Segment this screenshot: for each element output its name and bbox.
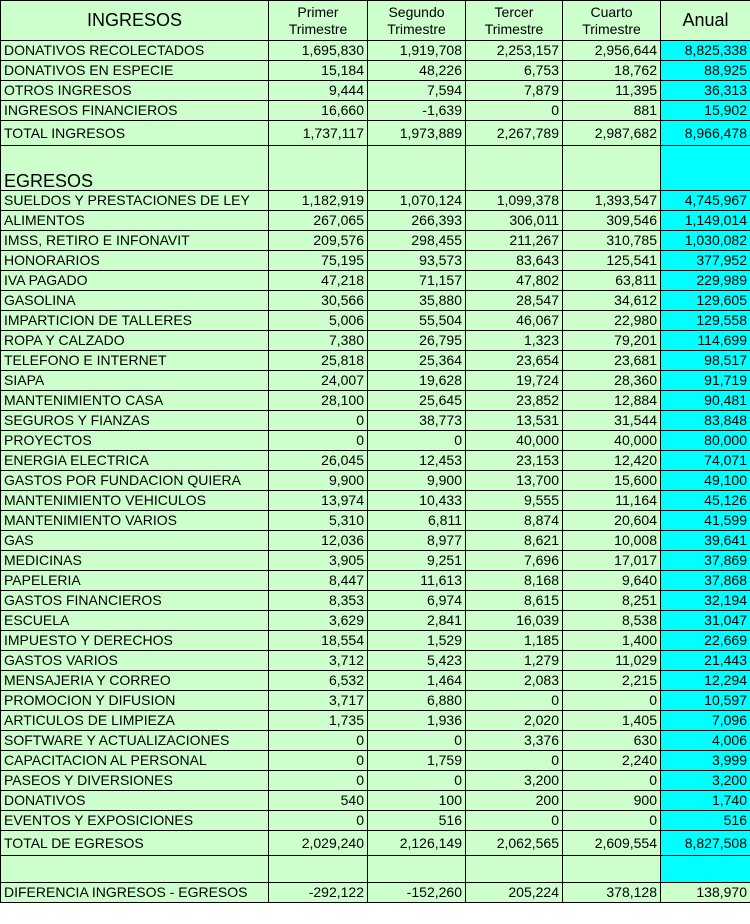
egresos-q4-cell[interactable]: 11,029 [563, 651, 661, 671]
egresos-q4-cell[interactable]: 0 [563, 811, 661, 831]
egresos-q3-cell[interactable]: 28,547 [466, 291, 563, 311]
egresos-q1-cell[interactable]: 25,818 [269, 351, 368, 371]
empty-cell[interactable] [368, 146, 466, 191]
egresos-q2-cell[interactable]: 6,974 [368, 591, 466, 611]
egresos-q1-cell[interactable]: 0 [269, 431, 368, 451]
egresos-row [1, 311, 750, 331]
empty-cell[interactable] [466, 146, 563, 191]
egresos-q2-cell[interactable]: 19,628 [368, 371, 466, 391]
egresos-concept-cell[interactable]: MANTENIMIENTO CASA [1, 391, 269, 411]
egresos-q4-cell[interactable]: 9,640 [563, 571, 661, 591]
egresos-concept-cell[interactable]: IVA PAGADO [1, 271, 269, 291]
empty-cell[interactable] [563, 146, 661, 191]
egresos-anual-cell[interactable]: 129,605 [661, 291, 750, 311]
ingresos-q2-cell[interactable]: 1,919,708 [368, 41, 466, 61]
egresos-q3-cell[interactable]: 16,039 [466, 611, 563, 631]
egresos-q3-cell[interactable]: 83,643 [466, 251, 563, 271]
egresos-q4-cell[interactable]: 309,546 [563, 211, 661, 231]
egresos-concept-cell[interactable]: CAPACITACION AL PERSONAL [1, 751, 269, 771]
header-anual[interactable]: Anual [661, 1, 750, 41]
total-egresos-q3[interactable]: 2,062,565 [466, 831, 563, 856]
egresos-row [1, 711, 750, 731]
egresos-q4-cell[interactable]: 8,538 [563, 611, 661, 631]
total-ingresos-q2[interactable]: 1,973,889 [368, 121, 466, 146]
egresos-q4-cell[interactable]: 20,604 [563, 511, 661, 531]
egresos-q2-cell[interactable]: 71,157 [368, 271, 466, 291]
egresos-q4-cell[interactable]: 0 [563, 771, 661, 791]
egresos-q2-cell[interactable]: 5,423 [368, 651, 466, 671]
egresos-q1-cell[interactable]: 3,629 [269, 611, 368, 631]
ingresos-anual-cell[interactable]: 36,313 [661, 81, 750, 101]
egresos-q3-cell[interactable]: 1,185 [466, 631, 563, 651]
total-ingresos-label[interactable]: TOTAL INGRESOS [1, 121, 269, 146]
egresos-q4-cell[interactable]: 12,420 [563, 451, 661, 471]
egresos-row [1, 371, 750, 391]
egresos-anual-cell[interactable]: 37,869 [661, 551, 750, 571]
egresos-row [1, 731, 750, 751]
egresos-q2-cell[interactable]: 25,364 [368, 351, 466, 371]
egresos-q2-cell[interactable]: 11,613 [368, 571, 466, 591]
egresos-q3-cell[interactable]: 23,153 [466, 451, 563, 471]
egresos-row [1, 811, 750, 831]
egresos-q1-cell[interactable]: 24,007 [269, 371, 368, 391]
egresos-concept-cell[interactable]: IMPUESTO Y DERECHOS [1, 631, 269, 651]
egresos-q3-cell[interactable]: 23,654 [466, 351, 563, 371]
egresos-q1-cell[interactable]: 30,566 [269, 291, 368, 311]
egresos-anual-cell[interactable]: 41,599 [661, 511, 750, 531]
egresos-concept-cell[interactable]: EVENTOS Y EXPOSICIONES [1, 811, 269, 831]
egresos-q1-cell[interactable]: 6,532 [269, 671, 368, 691]
header-q4[interactable]: Cuarto Trimestre [563, 1, 661, 41]
egresos-q1-cell[interactable]: 28,100 [269, 391, 368, 411]
egresos-anual-cell[interactable]: 21,443 [661, 651, 750, 671]
egresos-row [1, 771, 750, 791]
diferencia-q1[interactable]: -292,122 [269, 883, 368, 903]
ingresos-concept-cell[interactable]: OTROS INGRESOS [1, 81, 269, 101]
egresos-q3-cell[interactable]: 19,724 [466, 371, 563, 391]
egresos-q1-cell[interactable]: 3,717 [269, 691, 368, 711]
egresos-q4-cell[interactable]: 12,884 [563, 391, 661, 411]
ingresos-q4-cell[interactable]: 18,762 [563, 61, 661, 81]
egresos-row [1, 331, 750, 351]
egresos-q1-cell[interactable]: 1,735 [269, 711, 368, 731]
egresos-concept-cell[interactable]: PASEOS Y DIVERSIONES [1, 771, 269, 791]
egresos-row [1, 391, 750, 411]
egresos-q3-cell[interactable]: 2,020 [466, 711, 563, 731]
ingresos-q1-cell[interactable]: 15,184 [269, 61, 368, 81]
egresos-row [1, 431, 750, 451]
egresos-concept-cell[interactable]: IMSS, RETIRO E INFONAVIT [1, 231, 269, 251]
egresos-anual-cell[interactable]: 22,669 [661, 631, 750, 651]
egresos-q4-cell[interactable]: 28,360 [563, 371, 661, 391]
total-egresos-label[interactable]: TOTAL DE EGRESOS [1, 831, 269, 856]
egresos-q2-cell[interactable]: 1,759 [368, 751, 466, 771]
egresos-q1-cell[interactable]: 0 [269, 811, 368, 831]
ingresos-q3-cell[interactable]: 2,253,157 [466, 41, 563, 61]
empty-cell[interactable] [661, 856, 750, 883]
egresos-q1-cell[interactable]: 0 [269, 771, 368, 791]
egresos-concept-cell[interactable]: ESCUELA [1, 611, 269, 631]
egresos-q4-cell[interactable]: 10,008 [563, 531, 661, 551]
ingresos-anual-cell[interactable]: 8,825,338 [661, 41, 750, 61]
ingresos-q1-cell[interactable]: 16,660 [269, 101, 368, 121]
egresos-q4-cell[interactable]: 34,612 [563, 291, 661, 311]
egresos-concept-cell[interactable]: IMPARTICION DE TALLERES [1, 311, 269, 331]
egresos-q3-cell[interactable]: 1,099,378 [466, 191, 563, 211]
egresos-q4-cell[interactable]: 8,251 [563, 591, 661, 611]
empty-cell[interactable] [269, 146, 368, 191]
egresos-q1-cell[interactable]: 8,447 [269, 571, 368, 591]
egresos-q1-cell[interactable]: 267,065 [269, 211, 368, 231]
egresos-q2-cell[interactable]: 93,573 [368, 251, 466, 271]
egresos-q1-cell[interactable]: 18,554 [269, 631, 368, 651]
empty-cell[interactable] [661, 146, 750, 191]
egresos-concept-cell[interactable]: SUELDOS Y PRESTACIONES DE LEY [1, 191, 269, 211]
ingresos-q2-cell[interactable]: 48,226 [368, 61, 466, 81]
egresos-q4-cell[interactable]: 40,000 [563, 431, 661, 451]
egresos-anual-cell[interactable]: 516 [661, 811, 750, 831]
total-egresos-row [1, 831, 750, 856]
egresos-q1-cell[interactable]: 209,576 [269, 231, 368, 251]
egresos-anual-cell[interactable]: 129,558 [661, 311, 750, 331]
egresos-q2-cell[interactable]: 10,433 [368, 491, 466, 511]
egresos-q2-cell[interactable]: 1,464 [368, 671, 466, 691]
ingresos-anual-cell[interactable]: 88,925 [661, 61, 750, 81]
egresos-anual-cell[interactable]: 229,989 [661, 271, 750, 291]
egresos-q3-cell[interactable]: 3,376 [466, 731, 563, 751]
egresos-q2-cell[interactable]: 35,880 [368, 291, 466, 311]
egresos-q3-cell[interactable]: 9,555 [466, 491, 563, 511]
total-ingresos-anual[interactable]: 8,966,478 [661, 121, 750, 146]
egresos-q4-cell[interactable]: 0 [563, 691, 661, 711]
egresos-q2-cell[interactable]: 298,455 [368, 231, 466, 251]
ingresos-row [1, 101, 750, 121]
egresos-q1-cell[interactable]: 0 [269, 731, 368, 751]
ingresos-q3-cell[interactable]: 0 [466, 101, 563, 121]
header-row [1, 1, 750, 41]
egresos-q1-cell[interactable]: 5,006 [269, 311, 368, 331]
total-egresos-anual[interactable]: 8,827,508 [661, 831, 750, 856]
ingresos-q4-cell[interactable]: 2,956,644 [563, 41, 661, 61]
empty-cell[interactable] [269, 856, 368, 883]
egresos-row [1, 791, 750, 811]
ingresos-q4-cell[interactable]: 881 [563, 101, 661, 121]
egresos-concept-cell[interactable]: MEDICINAS [1, 551, 269, 571]
totals-footer [1, 831, 750, 903]
egresos-row [1, 591, 750, 611]
egresos-row [1, 531, 750, 551]
egresos-q4-cell[interactable]: 310,785 [563, 231, 661, 251]
egresos-concept-cell[interactable]: PROMOCION Y DIFUSION [1, 691, 269, 711]
egresos-q3-cell[interactable]: 8,621 [466, 531, 563, 551]
egresos-q4-cell[interactable]: 2,215 [563, 671, 661, 691]
egresos-q2-cell[interactable]: 0 [368, 731, 466, 751]
egresos-q1-cell[interactable]: 5,310 [269, 511, 368, 531]
egresos-header-row [1, 146, 750, 191]
egresos-row [1, 651, 750, 671]
header-q3[interactable]: Tercer Trimestre [466, 1, 563, 41]
egresos-q3-cell[interactable]: 47,802 [466, 271, 563, 291]
egresos-q1-cell[interactable]: 1,182,919 [269, 191, 368, 211]
egresos-q2-cell[interactable]: 6,880 [368, 691, 466, 711]
egresos-anual-cell[interactable]: 3,999 [661, 751, 750, 771]
egresos-anual-cell[interactable]: 83,848 [661, 411, 750, 431]
egresos-q4-cell[interactable]: 23,681 [563, 351, 661, 371]
egresos-q3-cell[interactable]: 8,874 [466, 511, 563, 531]
egresos-anual-cell[interactable]: 3,200 [661, 771, 750, 791]
egresos-q2-cell[interactable]: 1,070,124 [368, 191, 466, 211]
egresos-concept-cell[interactable]: ENERGIA ELECTRICA [1, 451, 269, 471]
egresos-q2-cell[interactable]: 25,645 [368, 391, 466, 411]
egresos-concept-cell[interactable]: SOFTWARE Y ACTUALIZACIONES [1, 731, 269, 751]
egresos-row [1, 611, 750, 631]
egresos-q4-cell[interactable]: 79,201 [563, 331, 661, 351]
egresos-q1-cell[interactable]: 0 [269, 411, 368, 431]
egresos-q3-cell[interactable]: 13,531 [466, 411, 563, 431]
egresos-q3-cell[interactable]: 40,000 [466, 431, 563, 451]
egresos-row [1, 251, 750, 271]
ingresos-row [1, 61, 750, 81]
total-ingresos-row [1, 121, 750, 146]
egresos-row [1, 471, 750, 491]
egresos-q4-cell[interactable]: 2,240 [563, 751, 661, 771]
egresos-q2-cell[interactable]: 6,811 [368, 511, 466, 531]
egresos-q3-cell[interactable]: 306,011 [466, 211, 563, 231]
egresos-anual-cell[interactable]: 114,699 [661, 331, 750, 351]
egresos-concept-cell[interactable]: ROPA Y CALZADO [1, 331, 269, 351]
egresos-q2-cell[interactable]: 0 [368, 771, 466, 791]
total-ingresos-section [1, 121, 750, 191]
egresos-concept-cell[interactable]: MANTENIMIENTO VARIOS [1, 511, 269, 531]
egresos-q2-cell[interactable]: 100 [368, 791, 466, 811]
egresos-concept-cell[interactable]: HONORARIOS [1, 251, 269, 271]
ingresos-q2-cell[interactable]: -1,639 [368, 101, 466, 121]
egresos-anual-cell[interactable]: 31,047 [661, 611, 750, 631]
egresos-q3-cell[interactable]: 8,168 [466, 571, 563, 591]
egresos-q4-cell[interactable]: 1,393,547 [563, 191, 661, 211]
egresos-row [1, 631, 750, 651]
egresos-q4-cell[interactable]: 63,811 [563, 271, 661, 291]
egresos-anual-cell[interactable]: 1,740 [661, 791, 750, 811]
egresos-q1-cell[interactable]: 26,045 [269, 451, 368, 471]
egresos-q1-cell[interactable]: 47,218 [269, 271, 368, 291]
egresos-row [1, 191, 750, 211]
ingresos-q1-cell[interactable]: 1,695,830 [269, 41, 368, 61]
egresos-q1-cell[interactable]: 12,036 [269, 531, 368, 551]
egresos-q2-cell[interactable]: 0 [368, 431, 466, 451]
egresos-anual-cell[interactable]: 74,071 [661, 451, 750, 471]
egresos-q2-cell[interactable]: 9,251 [368, 551, 466, 571]
total-egresos-q1[interactable]: 2,029,240 [269, 831, 368, 856]
egresos-q3-cell[interactable]: 0 [466, 811, 563, 831]
egresos-q2-cell[interactable]: 12,453 [368, 451, 466, 471]
egresos-q3-cell[interactable]: 1,279 [466, 651, 563, 671]
ingresos-q1-cell[interactable]: 9,444 [269, 81, 368, 101]
egresos-concept-cell[interactable]: GASOLINA [1, 291, 269, 311]
egresos-concept-cell[interactable]: ARTICULOS DE LIMPIEZA [1, 711, 269, 731]
egresos-concept-cell[interactable]: PROYECTOS [1, 431, 269, 451]
egresos-q3-cell[interactable]: 0 [466, 751, 563, 771]
egresos-concept-cell[interactable]: PAPELERIA [1, 571, 269, 591]
egresos-q1-cell[interactable]: 540 [269, 791, 368, 811]
egresos-row [1, 751, 750, 771]
egresos-q4-cell[interactable]: 1,400 [563, 631, 661, 651]
egresos-row [1, 451, 750, 471]
empty-cell[interactable] [563, 856, 661, 883]
diferencia-anual[interactable]: 138,970 [661, 883, 750, 903]
egresos-q3-cell[interactable]: 46,067 [466, 311, 563, 331]
egresos-q2-cell[interactable]: 55,504 [368, 311, 466, 331]
egresos-anual-cell[interactable]: 1,149,014 [661, 211, 750, 231]
ingresos-q4-cell[interactable]: 11,395 [563, 81, 661, 101]
egresos-row [1, 511, 750, 531]
egresos-q1-cell[interactable]: 9,900 [269, 471, 368, 491]
ingresos-concept-cell[interactable]: DONATIVOS EN ESPECIE [1, 61, 269, 81]
egresos-q2-cell[interactable]: 1,936 [368, 711, 466, 731]
egresos-q2-cell[interactable]: 1,529 [368, 631, 466, 651]
egresos-q1-cell[interactable]: 3,712 [269, 651, 368, 671]
egresos-q3-cell[interactable]: 1,323 [466, 331, 563, 351]
egresos-q3-cell[interactable]: 8,615 [466, 591, 563, 611]
ingresos-concept-cell[interactable]: DONATIVOS RECOLECTADOS [1, 41, 269, 61]
empty-cell[interactable] [1, 856, 269, 883]
egresos-q1-cell[interactable]: 8,353 [269, 591, 368, 611]
diferencia-q3[interactable]: 205,224 [466, 883, 563, 903]
diferencia-q2[interactable]: -152,260 [368, 883, 466, 903]
egresos-row [1, 411, 750, 431]
egresos-row [1, 571, 750, 591]
egresos-concept-cell[interactable]: GASTOS FINANCIEROS [1, 591, 269, 611]
egresos-concept-cell[interactable]: SEGUROS Y FIANZAS [1, 411, 269, 431]
egresos-q2-cell[interactable]: 2,841 [368, 611, 466, 631]
total-ingresos-q1[interactable]: 1,737,117 [269, 121, 368, 146]
egresos-q1-cell[interactable]: 0 [269, 751, 368, 771]
egresos-anual-cell[interactable]: 90,481 [661, 391, 750, 411]
egresos-q4-cell[interactable]: 22,980 [563, 311, 661, 331]
egresos-anual-cell[interactable]: 49,100 [661, 471, 750, 491]
egresos-anual-cell[interactable]: 39,641 [661, 531, 750, 551]
egresos-q2-cell[interactable]: 26,795 [368, 331, 466, 351]
egresos-section [1, 191, 750, 831]
egresos-row [1, 551, 750, 571]
egresos-concept-cell[interactable]: MENSAJERIA Y CORREO [1, 671, 269, 691]
egresos-anual-cell[interactable]: 32,194 [661, 591, 750, 611]
diferencia-label[interactable]: DIFERENCIA INGRESOS - EGRESOS [1, 883, 269, 903]
egresos-q3-cell[interactable]: 211,267 [466, 231, 563, 251]
egresos-row [1, 691, 750, 711]
egresos-q4-cell[interactable]: 1,405 [563, 711, 661, 731]
egresos-q2-cell[interactable]: 516 [368, 811, 466, 831]
egresos-row [1, 231, 750, 251]
egresos-concept-cell[interactable]: GAS [1, 531, 269, 551]
egresos-row [1, 491, 750, 511]
egresos-q2-cell[interactable]: 9,900 [368, 471, 466, 491]
egresos-row [1, 351, 750, 371]
egresos-q3-cell[interactable]: 2,083 [466, 671, 563, 691]
blank-row [1, 856, 750, 883]
egresos-anual-cell[interactable]: 45,126 [661, 491, 750, 511]
egresos-q3-cell[interactable]: 200 [466, 791, 563, 811]
egresos-concept-cell[interactable]: DONATIVOS [1, 791, 269, 811]
egresos-q2-cell[interactable]: 38,773 [368, 411, 466, 431]
egresos-q1-cell[interactable]: 75,195 [269, 251, 368, 271]
total-egresos-q4[interactable]: 2,609,554 [563, 831, 661, 856]
diferencia-row [1, 883, 750, 903]
header-q1[interactable]: Primer Trimestre [269, 1, 368, 41]
total-ingresos-q4[interactable]: 2,987,682 [563, 121, 661, 146]
egresos-concept-cell[interactable]: SIAPA [1, 371, 269, 391]
egresos-q4-cell[interactable]: 630 [563, 731, 661, 751]
ingresos-q2-cell[interactable]: 7,594 [368, 81, 466, 101]
egresos-q4-cell[interactable]: 11,164 [563, 491, 661, 511]
egresos-anual-cell[interactable]: 37,868 [661, 571, 750, 591]
egresos-q4-cell[interactable]: 17,017 [563, 551, 661, 571]
empty-cell[interactable] [466, 856, 563, 883]
ingresos-concept-cell[interactable]: INGRESOS FINANCIEROS [1, 101, 269, 121]
egresos-anual-cell[interactable]: 377,952 [661, 251, 750, 271]
egresos-q4-cell[interactable]: 15,600 [563, 471, 661, 491]
egresos-concept-cell[interactable]: ALIMENTOS [1, 211, 269, 231]
header-q2[interactable]: Segundo Trimestre [368, 1, 466, 41]
egresos-q4-cell[interactable]: 900 [563, 791, 661, 811]
egresos-q2-cell[interactable]: 266,393 [368, 211, 466, 231]
egresos-anual-cell[interactable]: 7,096 [661, 711, 750, 731]
egresos-concept-cell[interactable]: MANTENIMIENTO VEHICULOS [1, 491, 269, 511]
total-ingresos-q3[interactable]: 2,267,789 [466, 121, 563, 146]
diferencia-q4[interactable]: 378,128 [563, 883, 661, 903]
egresos-concept-cell[interactable]: GASTOS POR FUNDACION QUIERA [1, 471, 269, 491]
egresos-q1-cell[interactable]: 3,905 [269, 551, 368, 571]
egresos-anual-cell[interactable]: 1,030,082 [661, 231, 750, 251]
egresos-row [1, 291, 750, 311]
egresos-anual-cell[interactable]: 91,719 [661, 371, 750, 391]
egresos-anual-cell[interactable]: 98,517 [661, 351, 750, 371]
ingresos-title: INGRESOS [1, 1, 269, 41]
total-egresos-q2[interactable]: 2,126,149 [368, 831, 466, 856]
egresos-q3-cell[interactable]: 3,200 [466, 771, 563, 791]
egresos-q3-cell[interactable]: 0 [466, 691, 563, 711]
egresos-row [1, 211, 750, 231]
egresos-anual-cell[interactable]: 4,745,967 [661, 191, 750, 211]
egresos-row [1, 271, 750, 291]
egresos-anual-cell[interactable]: 4,006 [661, 731, 750, 751]
egresos-q1-cell[interactable]: 7,380 [269, 331, 368, 351]
egresos-q4-cell[interactable]: 31,544 [563, 411, 661, 431]
egresos-q3-cell[interactable]: 23,852 [466, 391, 563, 411]
ingresos-q3-cell[interactable]: 6,753 [466, 61, 563, 81]
ingresos-q3-cell[interactable]: 7,879 [466, 81, 563, 101]
egresos-title[interactable]: EGRESOS [1, 146, 269, 191]
ingresos-row [1, 81, 750, 101]
egresos-q3-cell[interactable]: 7,696 [466, 551, 563, 571]
egresos-row [1, 671, 750, 691]
ingresos-anual-cell[interactable]: 15,902 [661, 101, 750, 121]
empty-cell[interactable] [368, 856, 466, 883]
egresos-q1-cell[interactable]: 13,974 [269, 491, 368, 511]
egresos-anual-cell[interactable]: 12,294 [661, 671, 750, 691]
ingresos-section [1, 41, 750, 121]
egresos-q4-cell[interactable]: 125,541 [563, 251, 661, 271]
egresos-q3-cell[interactable]: 13,700 [466, 471, 563, 491]
egresos-concept-cell[interactable]: TELEFONO E INTERNET [1, 351, 269, 371]
egresos-concept-cell[interactable]: GASTOS VARIOS [1, 651, 269, 671]
egresos-anual-cell[interactable]: 80,000 [661, 431, 750, 451]
egresos-q2-cell[interactable]: 8,977 [368, 531, 466, 551]
ingresos-row [1, 41, 750, 61]
egresos-anual-cell[interactable]: 10,597 [661, 691, 750, 711]
